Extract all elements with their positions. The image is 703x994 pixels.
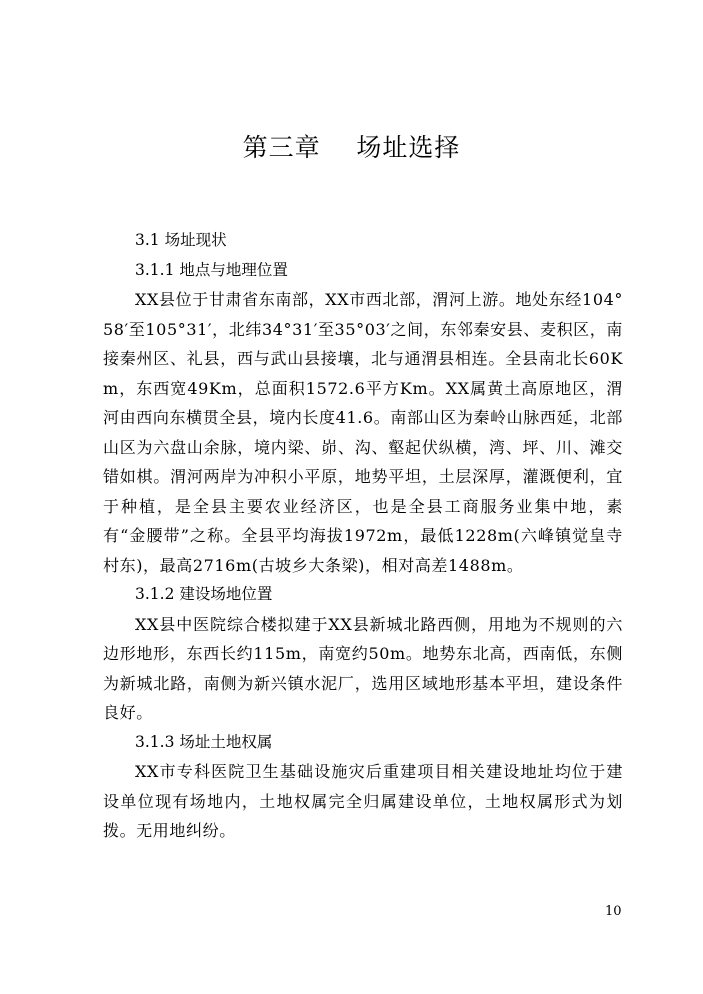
section-heading-3-1: 3.1 场址现状 — [135, 231, 227, 249]
body-text — [103, 226, 623, 846]
section-heading-3-1-3: 3.1.3 场址土地权属 — [135, 732, 273, 751]
section-heading-3-1-2: 3.1.2 建设场地位置 — [135, 585, 273, 603]
paragraph-location: XX县位于甘肃省东南部，XX市西北部，渭河上游。地处东经104°58′至105°31′，北纬34°31′至35°03′之间，东邻秦安县、麦积区，南接秦州区、礼县，西与武山县接壤，北与通渭县相连。全县南北长60Km，东西宽49Km，总面积1572.6平方Km。XX属黄土高原地区，渭河由西向东横贯全县，境内长度41.6。南部山区为秦岭山脉西延，北部山区为六盘山余脉，境内梁、峁、沟、壑起伏纵横，湾、坪、川、滩交错如棋。渭河两岸为冲积小平原，地势平坦，土层深厚，灌溉便利，宜于种植，是全县主要农业经济区，也是全县工商服务业集中地，素有“金腰带”之称。全县平均海拔1972m，最低1228m(六峰镇觉皇寺村东)，最高2716m(古坡乡大条梁)，相对高差1488m。 — [103, 290, 623, 575]
page-number: 10 — [605, 904, 622, 919]
paragraph-site-position: XX县中医院综合楼拟建于XX县新城北路西侧，用地为不规则的六边形地形，东西长约115m，南宽约50m。地势东北高，西南低，东侧为新城北路，南侧为新兴镇水泥厂，选用区域地形基本平坦，建设条件良好。 — [103, 614, 623, 722]
chapter-title: 第三章 场址选择 — [242, 133, 461, 162]
paragraph-land-ownership: XX市专科医院卫生基础设施灾后重建项目相关建设地址均位于建设单位现有场地内，土地权属完全归属建设单位，土地权属形式为划拨。无用地纠纷。 — [103, 762, 623, 840]
section-heading-3-1-1: 3.1.1 地点与地理位置 — [135, 260, 288, 279]
